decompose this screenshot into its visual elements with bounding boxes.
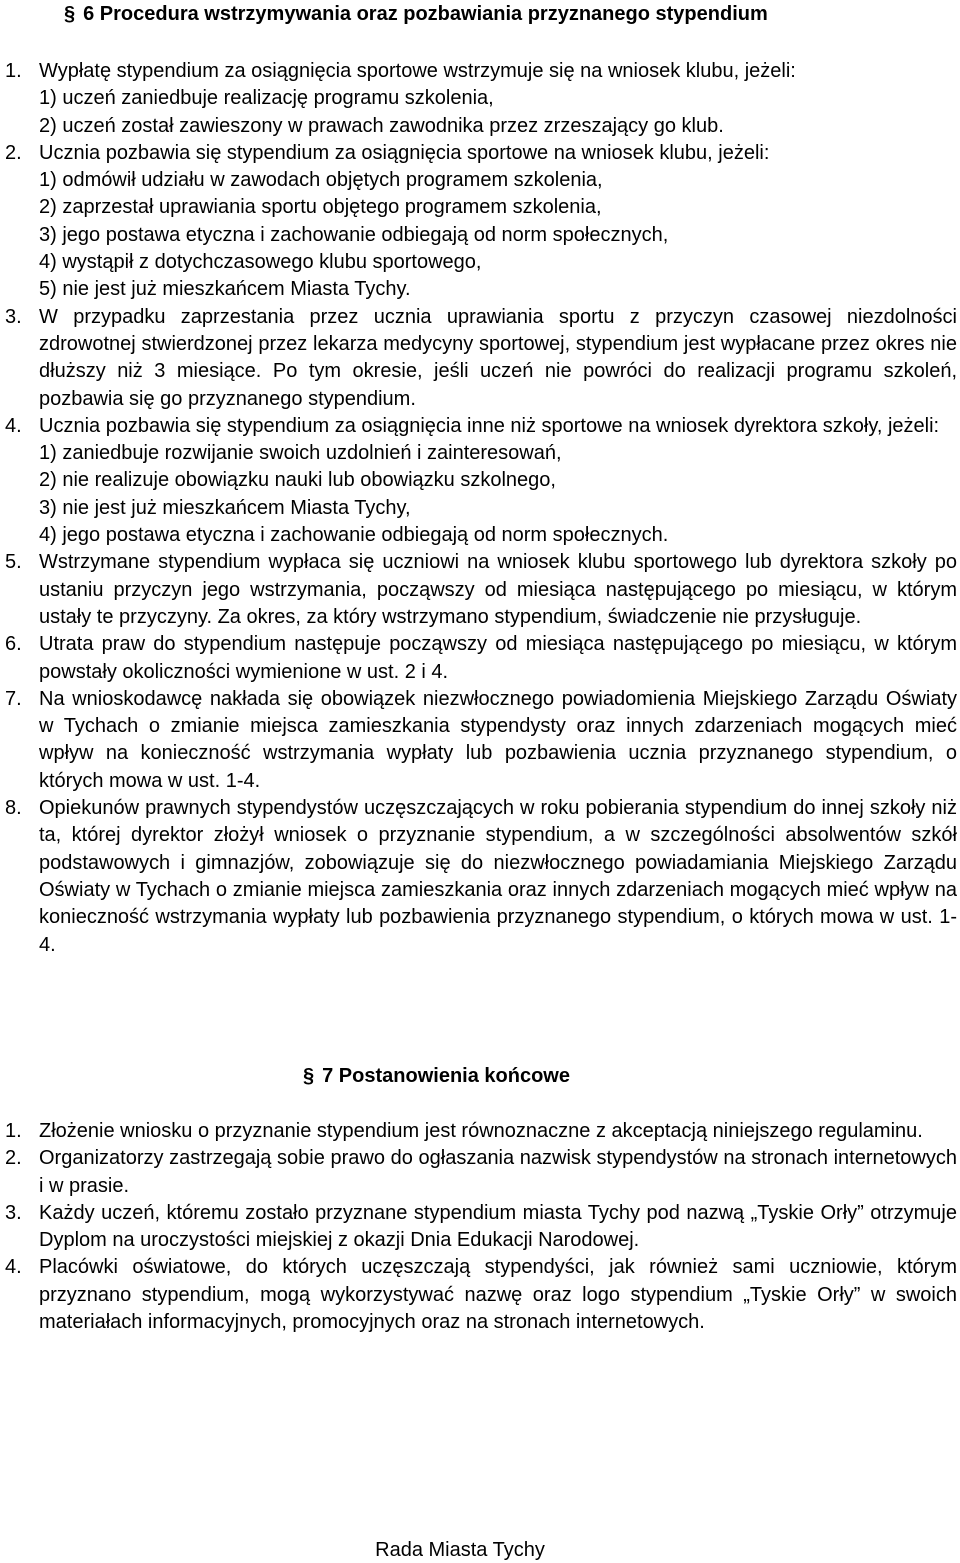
sub-item: 2) zaprzestał uprawiania sportu objętego programem szkolenia,	[39, 196, 602, 219]
item-text: Wstrzymane stypendium wypłaca się uczniowi na wniosek klubu sportowego lub dyrektora szkoły po ustaniu przyczyn jego wstrzymania, począwszy od miesiąca następującego po miesiącu, w którym ustały te przyczyny. Za okres, za który wstrzymano stypendium, świadczenie nie przysługuje.	[39, 551, 957, 628]
list-item	[5, 1200, 957, 1255]
sub-item: 2) uczeń został zawieszony w prawach zawodnika przez zrzeszający go klub.	[39, 114, 724, 137]
item-number: 1.	[5, 60, 22, 82]
item-number: 3.	[5, 1201, 22, 1224]
item-number: 7.	[5, 687, 22, 710]
item-text: Placówki oświatowe, do których uczęszczają stypendyści, jak również sami uczniowie, którym przyznano stypendium, mogą wykorzystywać nazwę oraz logo stypendium „Tyskie Orły” w swoich materiałach informacyjnych, promocyjnych oraz na stronach internetowych.	[39, 1256, 957, 1334]
item-number: 4.	[5, 1256, 22, 1279]
item-number: 2.	[5, 1147, 22, 1170]
item-text: Opiekunów prawnych stypendystów uczęszczających w roku pobierania stypendium do innej szkoły niż ta, której dyrektor złożył wniosek o przyznanie stypendium, a w szczególności absolwentów szkół podstawowych i gimnazjów, zobowiązuje się do niezwłocznego powiadamiania Miejskiego Zarządu Oświaty w Tychach o zmianie miejsca zamieszkania oraz innych zdarzeniach mogących mieć wpływ na konieczność wstrzymania wypłaty lub pozbawienia przyznanego stypendium, o których mowa w ust. 1-4.	[39, 797, 957, 956]
list-item	[5, 1254, 957, 1336]
section-title: 6 Procedura wstrzymywania oraz pozbawiania przyznanego stypendium	[83, 3, 768, 25]
item-number: 2.	[5, 141, 22, 164]
section-6-list	[5, 58, 957, 959]
paragraph-symbol: §	[303, 1065, 315, 1087]
list-item	[5, 413, 957, 549]
sub-item: 2) nie realizuje obowiązku nauki lub obowiązku szkolnego,	[39, 469, 556, 492]
list-item	[5, 686, 957, 795]
item-number: 6.	[5, 633, 22, 656]
item-text: Ucznia pozbawia się stypendium za osiągnięcia inne niż sportowe na wniosek dyrektora szkoły, jeżeli:	[39, 414, 940, 437]
list-item	[5, 304, 957, 413]
item-number: 5.	[5, 551, 22, 574]
item-text: Ucznia pozbawia się stypendium za osiągnięcia sportowe na wniosek klubu, jeżeli:	[39, 141, 770, 164]
item-number: 8.	[5, 797, 22, 820]
sub-item: 4) jego postawa etyczna i zachowanie odbiegają od norm społecznych.	[39, 524, 669, 547]
list-item	[5, 1145, 957, 1200]
sub-item: 3) jego postawa etyczna i zachowanie odbiegają od norm społecznych,	[39, 223, 669, 246]
list-item	[5, 1118, 957, 1145]
item-text: W przypadku zaprzestania przez ucznia uprawiania sportu z przyczyn czasowej niezdolności zdrowotnej stwierdzonej przez lekarza medycyny sportowej, stypendium jest wypłacane przez okres nie dłuższy niż 3 miesiące. Po tym okresie, jeśli uczeń nie powróci do realizacji programu szkoleń, pozbawia się go przyznanego stypendium.	[39, 305, 957, 410]
sub-item: 1) uczeń zaniedbuje realizację programu szkolenia,	[39, 87, 494, 110]
paragraph-symbol: §	[64, 3, 76, 25]
list-item	[5, 58, 957, 140]
list-item	[5, 631, 957, 686]
item-number: 4.	[5, 414, 22, 437]
list-item	[5, 549, 957, 631]
section-title: 7 Postanowienia końcowe	[322, 1065, 570, 1087]
list-item	[5, 140, 957, 304]
item-text: Na wnioskodawcę nakłada się obowiązek niezwłocznego powiadomienia Miejskiego Zarządu Oświaty w Tychach o zmianie miejsca zamieszkania stypendysty oraz innych zdarzeniach mogących mieć wpływ na konieczność wstrzymania wypłaty lub pozbawienia ucznia przyznanego stypendium, o których mowa w ust. 1-4.	[39, 687, 957, 792]
sub-item: 1) zaniedbuje rozwijanie swoich uzdolnień i zainteresowań,	[39, 442, 562, 465]
item-text: Utrata praw do stypendium następuje począwszy od miesiąca następującego po miesiącu, w którym powstały okoliczności wymienione w ust. 2 i 4.	[39, 633, 957, 683]
list-item	[5, 795, 957, 959]
item-text: Wypłatę stypendium za osiągnięcia sportowe wstrzymuje się na wniosek klubu, jeżeli:	[39, 60, 796, 82]
section-7-list	[5, 1118, 957, 1336]
sub-item: 3) nie jest już mieszkańcem Miasta Tychy,	[39, 496, 411, 519]
sub-item: 1) odmówił udziału w zawodach objętych programem szkolenia,	[39, 169, 603, 192]
item-number: 1.	[5, 1120, 22, 1142]
section-heading	[64, 1, 768, 27]
item-text: Złożenie wniosku o przyznanie stypendium jest równoznaczne z akceptacją niniejszego regulaminu.	[39, 1120, 923, 1142]
sub-item: 4) wystąpił z dotychczasowego klubu sportowego,	[39, 251, 482, 274]
footer-signature: Rada Miasta Tychy	[375, 1539, 545, 1561]
item-text: Organizatorzy zastrzegają sobie prawo do ogłaszania nazwisk stypendystów na stronach internetowych i w prasie.	[39, 1147, 957, 1197]
sub-item: 5) nie jest już mieszkańcem Miasta Tychy.	[39, 278, 411, 301]
item-number: 3.	[5, 305, 22, 328]
section-heading	[303, 1063, 570, 1089]
item-text: Każdy uczeń, któremu zostało przyznane stypendium miasta Tychy pod nazwą „Tyskie Orły” otrzymuje Dyplom na uroczystości miejskiej z okazji Dnia Edukacji Narodowej.	[39, 1201, 957, 1252]
